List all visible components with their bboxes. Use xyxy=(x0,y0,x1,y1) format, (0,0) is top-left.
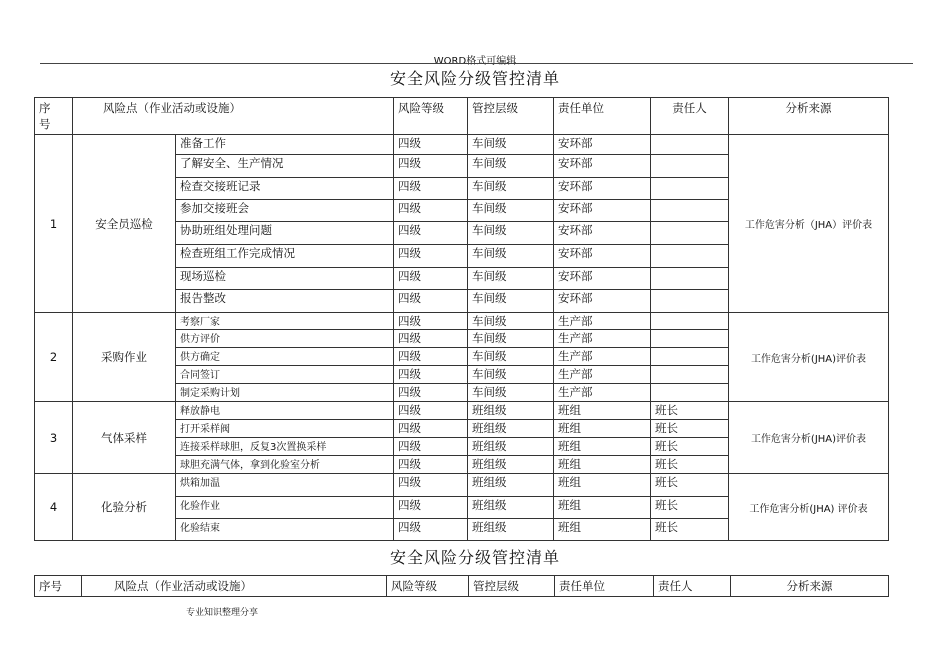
responsible-unit-cell: 班组 xyxy=(554,438,651,456)
table-row xyxy=(35,135,889,155)
control-level-cell: 班组级 xyxy=(468,438,554,456)
analysis-source: 工作危害分析(JHA)评价表 xyxy=(729,402,889,474)
responsible-person-cell xyxy=(651,155,729,178)
responsible-person-cell: 班长 xyxy=(651,474,729,497)
risk-level-cell: 四级 xyxy=(394,420,468,438)
responsible-person-cell: 班长 xyxy=(651,497,729,519)
responsible-unit-cell: 安环部 xyxy=(554,245,651,268)
task-cell: 连接采样球胆，反复3次置换采样 xyxy=(176,438,394,456)
header-level: 风险等级 xyxy=(387,576,469,597)
responsible-unit-cell: 安环部 xyxy=(554,222,651,245)
control-level-cell: 班组级 xyxy=(468,519,554,541)
group-number: 3 xyxy=(35,402,73,474)
control-level-cell: 车间级 xyxy=(468,245,554,268)
responsible-person-cell xyxy=(651,268,729,290)
responsible-unit-cell: 班组 xyxy=(554,519,651,541)
header-unit: 责任单位 xyxy=(554,98,651,135)
control-level-cell: 车间级 xyxy=(468,222,554,245)
risk-level-cell: 四级 xyxy=(394,268,468,290)
header-risk: 风险点（作业活动或设施） xyxy=(82,576,387,597)
responsible-person-cell xyxy=(651,245,729,268)
risk-level-cell: 四级 xyxy=(394,438,468,456)
task-cell: 检查班组工作完成情况 xyxy=(176,245,394,268)
header-control: 管控层级 xyxy=(468,98,554,135)
table-row xyxy=(35,474,889,497)
control-level-cell: 车间级 xyxy=(468,384,554,402)
header-risk: 风险点（作业活动或设施） xyxy=(73,98,394,135)
responsible-unit-cell: 班组 xyxy=(554,402,651,420)
responsible-person-cell: 班长 xyxy=(651,420,729,438)
responsible-person-cell xyxy=(651,313,729,330)
responsible-person-cell xyxy=(651,178,729,200)
risk-level-cell: 四级 xyxy=(394,222,468,245)
group-number: 4 xyxy=(35,474,73,541)
task-cell: 供方评价 xyxy=(176,330,394,348)
responsible-unit-cell: 生产部 xyxy=(554,330,651,348)
document-title-2: 安全风险分级管控清单 xyxy=(389,548,560,567)
task-cell: 协助班组处理问题 xyxy=(176,222,394,245)
control-level-cell: 车间级 xyxy=(468,200,554,222)
header-level: 风险等级 xyxy=(394,98,468,135)
task-cell: 合同签订 xyxy=(176,366,394,384)
control-level-cell: 班组级 xyxy=(468,497,554,519)
responsible-unit-cell: 安环部 xyxy=(554,155,651,178)
analysis-source: 工作危害分析(JHA)评价表 xyxy=(729,313,889,402)
responsible-person-cell xyxy=(651,290,729,313)
control-level-cell: 车间级 xyxy=(468,366,554,384)
task-cell: 参加交接班会 xyxy=(176,200,394,222)
risk-control-table-2-header xyxy=(34,575,889,597)
page-header: WORD格式可编辑 xyxy=(433,56,517,67)
risk-level-cell: 四级 xyxy=(394,178,468,200)
control-level-cell: 班组级 xyxy=(468,402,554,420)
task-cell: 制定采购计划 xyxy=(176,384,394,402)
header-source: 分析来源 xyxy=(729,98,889,135)
task-cell: 了解安全、生产情况 xyxy=(176,155,394,178)
risk-level-cell: 四级 xyxy=(394,330,468,348)
risk-level-cell: 四级 xyxy=(394,402,468,420)
control-level-cell: 班组级 xyxy=(468,420,554,438)
risk-level-cell: 四级 xyxy=(394,474,468,497)
responsible-person-cell xyxy=(651,348,729,366)
header-person: 责任人 xyxy=(654,576,731,597)
control-level-cell: 班组级 xyxy=(468,474,554,497)
risk-point-name: 气体采样 xyxy=(73,402,176,474)
responsible-person-cell xyxy=(651,200,729,222)
risk-level-cell: 四级 xyxy=(394,135,468,155)
responsible-person-cell: 班长 xyxy=(651,519,729,541)
risk-control-table xyxy=(34,97,889,541)
task-cell: 释放静电 xyxy=(176,402,394,420)
responsible-unit-cell: 安环部 xyxy=(554,268,651,290)
header-seq: 序 号 xyxy=(35,98,73,135)
risk-level-cell: 四级 xyxy=(394,519,468,541)
header-person: 责任人 xyxy=(651,98,729,135)
responsible-person-cell: 班长 xyxy=(651,402,729,420)
control-level-cell: 车间级 xyxy=(468,155,554,178)
control-level-cell: 班组级 xyxy=(468,456,554,474)
risk-level-cell: 四级 xyxy=(394,155,468,178)
table-row xyxy=(35,313,889,330)
analysis-source: 工作危害分析（JHA）评价表 xyxy=(729,135,889,313)
task-cell: 供方确定 xyxy=(176,348,394,366)
group-number: 1 xyxy=(35,135,73,313)
header-control: 管控层级 xyxy=(469,576,555,597)
control-level-cell: 车间级 xyxy=(468,178,554,200)
responsible-person-cell xyxy=(651,384,729,402)
control-level-cell: 车间级 xyxy=(468,290,554,313)
responsible-unit-cell: 班组 xyxy=(554,497,651,519)
risk-level-cell: 四级 xyxy=(394,497,468,519)
document-title: 安全风险分级管控清单 xyxy=(389,69,560,88)
responsible-unit-cell: 班组 xyxy=(554,474,651,497)
task-cell: 球胆充满气体，拿到化验室分析 xyxy=(176,456,394,474)
table-row xyxy=(35,402,889,420)
responsible-unit-cell: 生产部 xyxy=(554,313,651,330)
header-divider xyxy=(40,63,913,64)
task-cell: 烘箱加温 xyxy=(176,474,394,497)
control-level-cell: 车间级 xyxy=(468,313,554,330)
responsible-unit-cell: 安环部 xyxy=(554,135,651,155)
control-level-cell: 车间级 xyxy=(468,135,554,155)
responsible-unit-cell: 生产部 xyxy=(554,366,651,384)
header-seq: 序号 xyxy=(35,576,82,597)
table-header-row xyxy=(35,98,889,135)
responsible-person-cell xyxy=(651,330,729,348)
task-cell: 化验结束 xyxy=(176,519,394,541)
risk-level-cell: 四级 xyxy=(394,290,468,313)
task-cell: 打开采样阀 xyxy=(176,420,394,438)
header-unit: 责任单位 xyxy=(555,576,654,597)
responsible-unit-cell: 班组 xyxy=(554,420,651,438)
responsible-unit-cell: 生产部 xyxy=(554,384,651,402)
task-cell: 现场巡检 xyxy=(176,268,394,290)
responsible-unit-cell: 安环部 xyxy=(554,178,651,200)
control-level-cell: 车间级 xyxy=(468,330,554,348)
task-cell: 报告整改 xyxy=(176,290,394,313)
group-number: 2 xyxy=(35,313,73,402)
risk-level-cell: 四级 xyxy=(394,384,468,402)
responsible-person-cell: 班长 xyxy=(651,438,729,456)
risk-point-name: 采购作业 xyxy=(73,313,176,402)
responsible-unit-cell: 安环部 xyxy=(554,290,651,313)
risk-level-cell: 四级 xyxy=(394,200,468,222)
responsible-person-cell xyxy=(651,135,729,155)
control-level-cell: 车间级 xyxy=(468,348,554,366)
risk-point-name: 化验分析 xyxy=(73,474,176,541)
responsible-person-cell xyxy=(651,222,729,245)
risk-level-cell: 四级 xyxy=(394,348,468,366)
table-header-row xyxy=(35,576,889,597)
analysis-source: 工作危害分析(JHA) 评价表 xyxy=(729,474,889,541)
responsible-person-cell xyxy=(651,366,729,384)
task-cell: 检查交接班记录 xyxy=(176,178,394,200)
responsible-unit-cell: 班组 xyxy=(554,456,651,474)
page-footer: 专业知识整理分享 xyxy=(186,608,259,618)
responsible-person-cell: 班长 xyxy=(651,456,729,474)
control-level-cell: 车间级 xyxy=(468,268,554,290)
task-cell: 准备工作 xyxy=(176,135,394,155)
responsible-unit-cell: 安环部 xyxy=(554,200,651,222)
risk-level-cell: 四级 xyxy=(394,245,468,268)
risk-level-cell: 四级 xyxy=(394,313,468,330)
header-source: 分析来源 xyxy=(731,576,889,597)
risk-level-cell: 四级 xyxy=(394,366,468,384)
task-cell: 化验作业 xyxy=(176,497,394,519)
risk-point-name: 安全员巡检 xyxy=(73,135,176,313)
task-cell: 考察厂家 xyxy=(176,313,394,330)
risk-level-cell: 四级 xyxy=(394,456,468,474)
responsible-unit-cell: 生产部 xyxy=(554,348,651,366)
